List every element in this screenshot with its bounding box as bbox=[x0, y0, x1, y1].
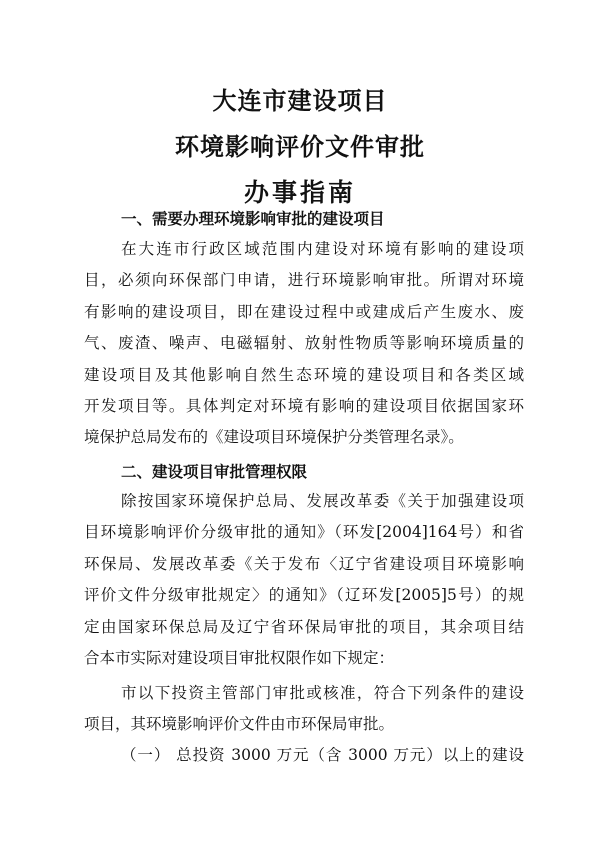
section-2-heading: 二、建设项目审批管理权限 bbox=[121, 463, 308, 481]
title-line-2: 环境影响评价文件审批 bbox=[175, 133, 425, 161]
text-line: 合本市实际对建设项目审批权限作如下规定： bbox=[84, 649, 395, 668]
section-2-paragraph-1 bbox=[84, 486, 524, 674]
text-line: 评价文件分级审批规定〉的通知》（辽环发[2005]5号）的规 bbox=[84, 586, 524, 605]
text-line: 建设项目及其他影响自然生态环境的建设项目和各类区域 bbox=[84, 365, 524, 384]
text-line: 开发项目等。具体判定对环境有影响的建设项目依据国家环 bbox=[84, 397, 524, 416]
text-line: 项目，其环境影响评价文件由市环保局审批。 bbox=[84, 715, 395, 734]
text-line: 除按国家环境保护总局、发展改革委《关于加强建设项 bbox=[121, 492, 524, 510]
text-line: （一） 总投资 3000 万元（含 3000 万元）以上的建设 bbox=[121, 746, 524, 764]
text-line: 定由国家环保总局及辽宁省环保局审批的项目，其余项目结 bbox=[84, 617, 524, 636]
section-2-paragraph-3 bbox=[84, 740, 524, 771]
title-line-3: 办事指南 bbox=[243, 178, 356, 207]
title-line-1: 大连市建设项目 bbox=[212, 87, 388, 115]
text-line: 目环境影响评价分级审批的通知》（环发[2004]164号）和省 bbox=[84, 523, 524, 542]
section-2-paragraph-2 bbox=[84, 678, 524, 741]
section-1-heading: 一、需要办理环境影响审批的建设项目 bbox=[121, 210, 385, 228]
text-line: 在大连市行政区域范围内建设对环境有影响的建设项 bbox=[121, 240, 524, 258]
text-line: 目，必须向环保部门申请，进行环境影响审批。所谓对环境 bbox=[84, 271, 524, 290]
section-1-paragraph bbox=[84, 234, 524, 454]
text-line: 境保护总局发布的《建设项目环境保护分类管理名录》。 bbox=[84, 428, 464, 447]
text-line: 环保局、发展改革委《关于发布〈辽宁省建设项目环境影响 bbox=[84, 554, 524, 573]
text-line: 气、废渣、噪声、电磁辐射、放射性物质等影响环境质量的 bbox=[84, 334, 524, 353]
text-line: 市以下投资主管部门审批或核准，符合下列条件的建设 bbox=[121, 684, 524, 702]
text-line: 有影响的建设项目，即在建设过程中或建成后产生废水、废 bbox=[84, 302, 524, 321]
